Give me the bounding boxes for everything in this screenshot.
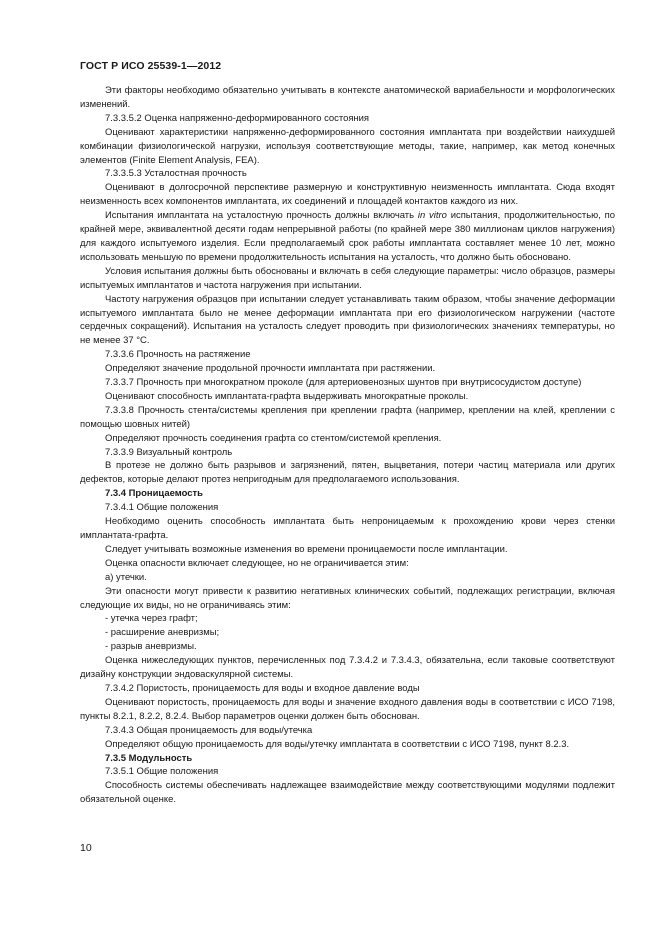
paragraph: Оценивают пористость, проницаемость для воды и значение входного давления воды в соответствии с ИСО 7198, пункты 8.2.1, 8.2.2, 8.2.4. Выбор параметров оценки должен быть обоснован. [80, 696, 615, 722]
paragraph: 7.3.3.6 Прочность на растяжение [105, 349, 251, 361]
paragraph: Необходимо оценить способность имплантата быть непроницаемым к прохождению крови через стенки имплантата-графта. [80, 516, 615, 541]
document-body [80, 84, 615, 807]
paragraph: 7.3.5.1 Общие положения [105, 766, 219, 778]
paragraph: Определяют общую проницаемость для воды/утечку имплантата в соответствии с ИСО 7198, пункт 8.2.3. [105, 738, 570, 750]
paragraph: Оценка нижеследующих пунктов, перечисленных под 7.3.4.2 и 7.3.4.3, обязательна, если таковые соответствуют дизайну конструкции эндоваскулярной системы. [80, 655, 615, 681]
paragraph: Оценивают способность имплантата-графта выдерживать многократные проколы. [105, 390, 469, 402]
paragraph: 7.3.4.1 Общие положения [105, 502, 219, 514]
paragraph: а) утечки. [105, 571, 147, 583]
paragraph: Способность системы обеспечивать надлежащее взаимодействие между соответствующими модулями подлежит обязательной оценке. [80, 780, 615, 806]
paragraph: 7.3.3.5.3 Усталостная прочность [105, 168, 247, 180]
paragraph: Эти опасности могут привести к развитию негативных клинических событий, подлежащих регистрации, включая следующие их виды, но не ограничиваясь этим: [80, 585, 615, 611]
paragraph: Следует учитывать возможные изменения во времени проницаемости после имплантации. [105, 543, 508, 555]
paragraph: Оценка опасности включает следующее, но не ограничивается этим: [105, 557, 409, 569]
paragraph-text: испытания, продолжительностью, по крайней мере, эквивалентной десяти годам непрерывной работы (по крайней мере 380 миллионам циклов нагружения) для каждого испытуемого изделия. Если предполагаемый срок работы имплантата составляет менее 10 лет, можно использовать меньшую по времени продолжительность испытания на усталость, что должно быть обосновано. [80, 210, 615, 263]
paragraph [80, 209, 615, 265]
document-header: ГОСТ Р ИСО 25539-1—2012 [80, 60, 222, 72]
paragraph: Условия испытания должны быть обоснованы и включать в себя следующие параметры: число образцов, размеры испытуемых имплантатов и частота нагружения при испытании. [80, 265, 615, 291]
paragraph: Оценивают в долгосрочной перспективе размерную и конструктивную неизменность имплантата. Сюда входят неизменность всех компонентов имплантата, их соединений и площадей контактов каждого из них. [80, 182, 615, 208]
paragraph: Частоту нагружения образцов при испытании следует устанавливать таким образом, чтобы значение деформации испытуемого имплантата было не менее деформации имплантата при его физиологическом нагружении (частоте сердечных сокращений). Испытания на усталость следует проводить при физиологических значениях температуры, но не менее 37 °С. [80, 293, 615, 347]
paragraph: 7.3.5 Модульность [105, 752, 193, 764]
paragraph: Определяют значение продольной прочности имплантата при растяжении. [105, 363, 436, 375]
paragraph: В протезе не должно быть разрывов и загрязнений, пятен, выцветания, потери частиц материала или других дефектов, которые делают протез непригодным для предполагаемого использования. [80, 460, 615, 486]
paragraph: - утечка через графт; [105, 613, 198, 625]
paragraph: Оценивают характеристики напряженно-деформированного состояния имплантата при воздействии наихудшей комбинации физиологической нагрузки, используя соответствующие методы, такие, например, как метод конечных элементов (Finite Element Analysis, FEA). [80, 126, 615, 166]
paragraph-italic-text: in vitro [417, 210, 447, 222]
paragraph: 7.3.3.9 Визуальный контроль [105, 446, 233, 458]
paragraph: 7.3.3.8 Прочность стента/системы крепления при креплении графта (например, креплении на клей, креплении с помощью шовных нитей) [80, 404, 615, 430]
paragraph: - расширение аневризмы; [105, 627, 220, 639]
paragraph-text: Испытания имплантата на усталостную прочность должны включать [105, 210, 418, 222]
paragraph: 7.3.4 Проницаемость [105, 488, 203, 500]
paragraph: Определяют прочность соединения графта со стентом/системой крепления. [105, 432, 442, 444]
paragraph: Эти факторы необходимо обязательно учитывать в контексте анатомической вариабельности и морфологических изменений. [80, 85, 615, 110]
paragraph: - разрыв аневризмы. [105, 641, 197, 653]
paragraph: 7.3.3.7 Прочность при многократном проколе (для артериовенозных шунтов при внутрисосудистом доступе) [105, 377, 582, 389]
paragraph: 7.3.4.3 Общая проницаемость для воды/утечка [105, 724, 313, 736]
paragraph: 7.3.3.5.2 Оценка напряженно-деформированного состояния [105, 112, 370, 124]
page-number: 10 [80, 842, 92, 854]
paragraph: 7.3.4.2 Пористость, проницаемость для воды и входное давление воды [105, 682, 420, 694]
